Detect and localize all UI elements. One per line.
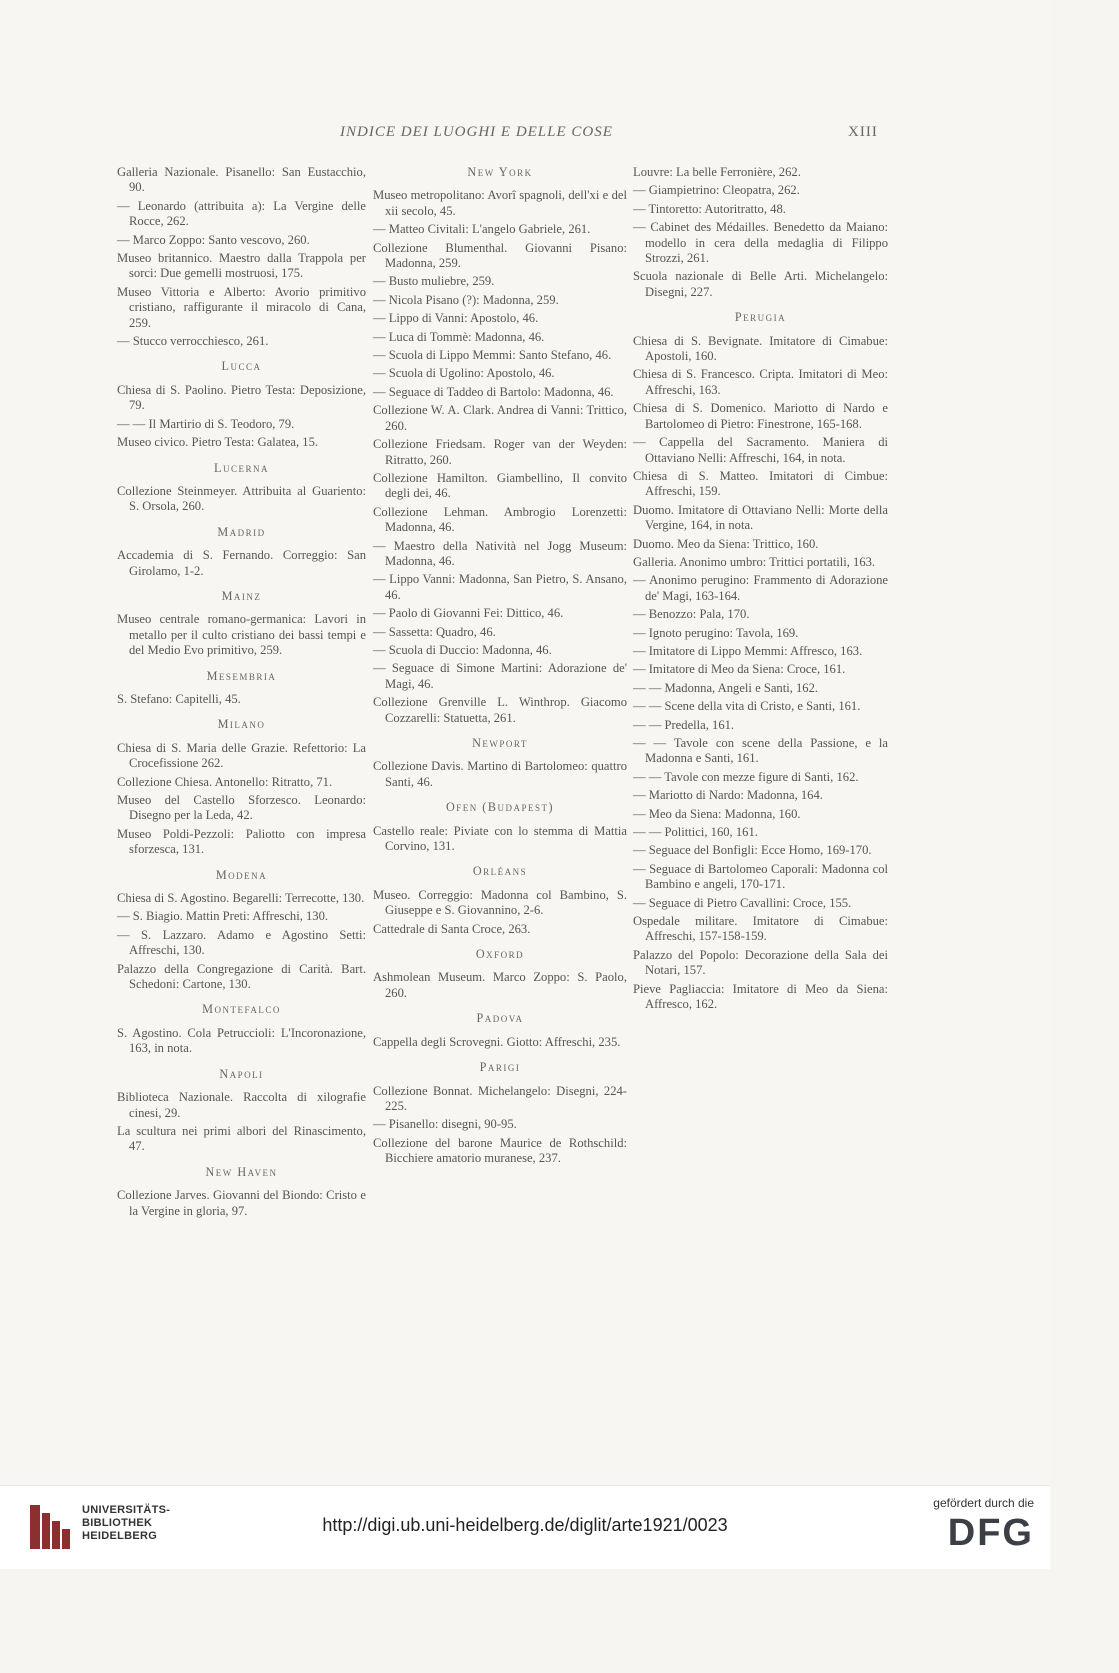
index-entry: — Leonardo (attribuita a): La Vergine delle Rocce, 262. [117,198,366,229]
index-entry: Galleria. Anonimo umbro: Trittici portatili, 163. [633,554,876,569]
index-entry: — Seguace di Pietro Cavallini: Croce, 155. [633,895,852,910]
index-entry: S. Agostino. Cola Petruccioli: L'Incoronazione, 163, in nota. [117,1025,366,1056]
index-entry: — Mariotto di Nardo: Madonna, 164. [633,788,823,803]
index-entry: Accademia di S. Fernando. Correggio: San Girolamo, 1-2. [117,548,366,578]
index-entry: Collezione Jarves. Giovanni del Biondo: Cristo e la Vergine in gloria, 97. [117,1188,366,1218]
index-entry: Louvre: La belle Ferronière, 262. [633,165,801,179]
city-heading: Newport [472,736,528,750]
index-entry: — Busto muliebre, 259. [373,274,495,289]
index-entry: — Imitatore di Meo da Siena: Croce, 161. [633,662,846,677]
index-entry: — Matteo Civitali: L'angelo Gabriele, 261. [373,222,591,237]
dfg-logo: DFG [947,1512,1034,1554]
index-entry: Collezione Friedsam. Roger van der Weyden: Ritratto, 260. [373,437,627,467]
city-heading: Montefalco [202,1002,281,1017]
index-entry: Collezione Lehman. Ambrogio Lorenzetti: Madonna, 46. [373,504,627,535]
index-entry: — Stucco verrocchiesco, 261. [117,334,269,349]
city-heading: Madrid [217,524,266,539]
index-entry: — Anonimo perugino: Frammento di Adorazione de' Magi, 163-164. [633,573,888,603]
institution-line: HEIDELBERG [82,1530,158,1542]
index-entry: — Sassetta: Quadro, 46. [373,624,496,639]
digitization-footer [0,1485,1050,1569]
index-entry: Chiesa di S. Agostino. Begarelli: Terrecotte, 130. [117,891,365,906]
index-entry: Museo civico. Pietro Testa: Galatea, 15. [117,435,319,450]
index-entry: — Nicola Pisano (?): Madonna, 259. [373,292,559,307]
running-title: INDICE DEI LUOGHI E DELLE COSE [340,124,613,140]
index-entry: — Imitatore di Lippo Memmi: Affresco, 163. [633,643,863,658]
index-entry: Chiesa di S. Domenico. Mariotto di Nardo e Bartolomeo di Pietro: Finestrone, 165-168. [633,401,888,431]
index-entry: Museo del Castello Sforzesco. Leonardo: Disegno per la Leda, 42. [117,793,366,823]
page-number: XIII [848,124,878,140]
city-heading: Lucerna [214,460,269,475]
index-entry: Chiesa di S. Matteo. Imitatori di Cimbue: Affreschi, 159. [633,468,888,499]
index-entry: Collezione Hamilton. Giambellino, Il convito degli dei, 46. [373,470,627,501]
index-entry: — Lippo di Vanni: Apostolo, 46. [373,311,539,326]
index-entry: — Tintoretto: Autoritratto, 48. [633,201,786,216]
index-column-2 [373,165,627,1170]
index-entry: Ospedale militare. Imitatore di Cimabue: Affreschi, 157-158-159. [633,914,888,944]
index-entry: Museo britannico. Maestro dalla Trappola per sorci: Due gemelli mostruosi, 175. [117,251,366,281]
index-entry: — Seguace del Bonfigli: Ecce Homo, 169-170. [633,843,872,858]
index-entry: — Pisanello: disegni, 90-95. [373,1117,517,1132]
index-entry: Galleria Nazionale. Pisanello: San Eustacchio, 90. [117,165,366,195]
index-entry: — Lippo Vanni: Madonna, San Pietro, S. Ansano, 46. [373,572,627,602]
index-entry: — Scuola di Ugolino: Apostolo, 46. [373,366,555,381]
institution-line: BIBLIOTHEK [82,1517,153,1529]
index-entry: Pieve Pagliaccia: Imitatore di Meo da Siena: Affresco, 162. [633,981,888,1012]
index-entry: — — Polittici, 160, 161. [633,825,758,840]
index-entry: Duomo. Meo da Siena: Trittico, 160. [633,536,819,551]
index-entry: Chiesa di S. Paolino. Pietro Testa: Deposizione, 79. [117,382,366,413]
index-entry: S. Stefano: Capitelli, 45. [117,691,241,706]
index-entry: — — Il Martirio di S. Teodoro, 79. [117,416,295,431]
index-entry: — — Scene della vita di Cristo, e Santi, 161. [633,699,861,714]
city-heading: Lucca [221,359,262,374]
index-entry: — Maestro della Natività nel Jogg Museum: Madonna, 46. [373,538,627,568]
city-heading: Perugia [734,310,787,325]
city-heading: Milano [217,717,266,732]
index-entry: Collezione Davis. Martino di Bartolomeo: quattro Santi, 46. [373,759,627,789]
city-heading: Modena [215,867,268,882]
index-entry: Collezione Grenville L. Winthrop. Giacomo Cozzarelli: Statuetta, 261. [373,695,627,725]
index-entry: — — Predella, 161. [633,717,735,732]
city-heading: Mainz [221,588,262,603]
index-entry: — Benozzo: Pala, 170. [633,607,750,622]
funder-label: gefördert durch die [933,1496,1034,1510]
index-entry: — Paolo di Giovanni Fei: Dittico, 46. [373,606,564,621]
index-entry: Ashmolean Museum. Marco Zoppo: S. Paolo, 260. [373,970,627,1000]
city-heading: Parigi [479,1060,521,1075]
index-entry: Collezione Blumenthal. Giovanni Pisano: Madonna, 259. [373,240,627,271]
index-entry: Castello reale: Piviate con lo stemma di Mattia Corvino, 131. [373,823,627,854]
index-column-1 [117,165,366,1222]
city-heading: Ofen (Budapest) [445,800,555,815]
index-entry: Palazzo del Popolo: Decorazione della Sala dei Notari, 157. [633,947,888,978]
index-entry: Museo Vittoria e Alberto: Avorio primitivo cristiano, raffigurante il miracolo di Cana, 259. [117,284,366,330]
city-heading: Napoli [219,1066,264,1081]
index-entry: Cattedrale di Santa Croce, 263. [373,921,531,936]
index-entry: Collezione Chiesa. Antonello: Ritratto, 71. [117,774,333,789]
index-entry: — — Tavole con mezze figure di Santi, 162. [633,769,859,784]
index-entry: Museo centrale romano-germanica: Lavori in metallo per il culto cristiano dei bassi tempi e del Medio Evo primitivo, 259. [117,612,366,658]
city-heading: Orléans [472,864,528,879]
index-entry: — Giampietrino: Cleopatra, 262. [633,183,800,198]
index-entry: Cappella degli Scrovegni. Giotto: Affreschi, 235. [373,1034,621,1049]
source-url-link[interactable]: http://digi.ub.uni-heidelberg.de/diglit/arte1921/0023 [322,1515,728,1535]
index-entry: — — Tavole con scene della Passione, e la Madonna e Santi, 161. [633,736,888,766]
index-entry: Duomo. Imitatore di Ottaviano Nelli: Morte della Vergine, 164, in nota. [633,502,888,533]
index-entry: — Luca di Tommè: Madonna, 46. [373,329,545,344]
institution-line: UNIVERSITÄTS- [82,1504,171,1516]
city-heading: New York [467,165,533,179]
index-entry: — Ignoto perugino: Tavola, 169. [633,625,799,640]
index-entry: — S. Biagio. Mattin Preti: Affreschi, 130. [117,909,329,924]
index-entry: — Seguace di Simone Martini: Adorazione de' Magi, 46. [373,661,627,691]
index-entry: Scuola nazionale di Belle Arti. Michelangelo: Disegni, 227. [633,269,888,299]
index-entry: Chiesa di S. Bevignate. Imitatore di Cimabue: Apostoli, 160. [633,333,888,364]
index-entry: Palazzo della Congregazione di Carità. Bart. Schedoni: Cartone, 130. [117,961,366,992]
funder-block [933,1496,1034,1554]
index-entry: Biblioteca Nazionale. Raccolta di xilografie cinesi, 29. [117,1090,366,1120]
index-entry: — Meo da Siena: Madonna, 160. [633,806,801,821]
index-entry: — S. Lazzaro. Adamo e Agostino Setti: Affreschi, 130. [117,927,366,958]
city-heading: Oxford [475,947,525,962]
index-entry: — Seguace di Bartolomeo Caporali: Madonna col Bambino e angeli, 170-171. [633,861,888,892]
index-entry: — Cappella del Sacramento. Maniera di Ottaviano Nelli: Affreschi, 164, in nota. [633,435,888,465]
index-entry: — — Madonna, Angeli e Santi, 162. [633,680,819,695]
index-entry: Collezione Steinmeyer. Attribuita al Guariento: S. Orsola, 260. [117,483,366,514]
city-heading: New Haven [205,1164,278,1179]
index-entry: — Marco Zoppo: Santo vescovo, 260. [117,232,310,247]
city-heading: Padova [476,1011,524,1026]
index-entry: Chiesa di S. Francesco. Cripta. Imitatori di Meo: Affreschi, 163. [633,367,888,397]
index-entry: Collezione W. A. Clark. Andrea di Vanni: Trittico, 260. [373,403,627,433]
index-entry: — Scuola di Duccio: Madonna, 46. [373,642,552,657]
index-entry: — Seguace di Taddeo di Bartolo: Madonna, 46. [373,384,614,399]
index-entry: Museo Poldi-Pezzoli: Paliotto con impresa sforzesca, 131. [117,826,366,857]
index-entry: La scultura nei primi albori del Rinascimento, 47. [117,1123,366,1154]
index-entry: Museo metropolitano: Avorî spagnoli, dell'xi e del xii secolo, 45. [373,188,627,218]
index-column-3 [633,165,888,1016]
index-entry: Collezione Bonnat. Michelangelo: Disegni, 224-225. [373,1083,627,1113]
city-heading: Mesembria [206,668,277,683]
index-entry: Museo. Correggio: Madonna col Bambino, S. Giuseppe e S. Giovannino, 2-6. [373,887,627,918]
index-entry: Chiesa di S. Maria delle Grazie. Refettorio: La Crocefissione 262. [117,740,366,771]
index-entry: — Scuola di Lippo Memmi: Santo Stefano, 46. [373,348,612,363]
running-header [0,124,1050,144]
index-entry: Collezione del barone Maurice de Rothschild: Bicchiere amatorio muranese, 237. [373,1135,627,1166]
index-entry: — Cabinet des Médailles. Benedetto da Maiano: modello in cera della medaglia di Filippo Strozzi, 261. [633,220,888,266]
